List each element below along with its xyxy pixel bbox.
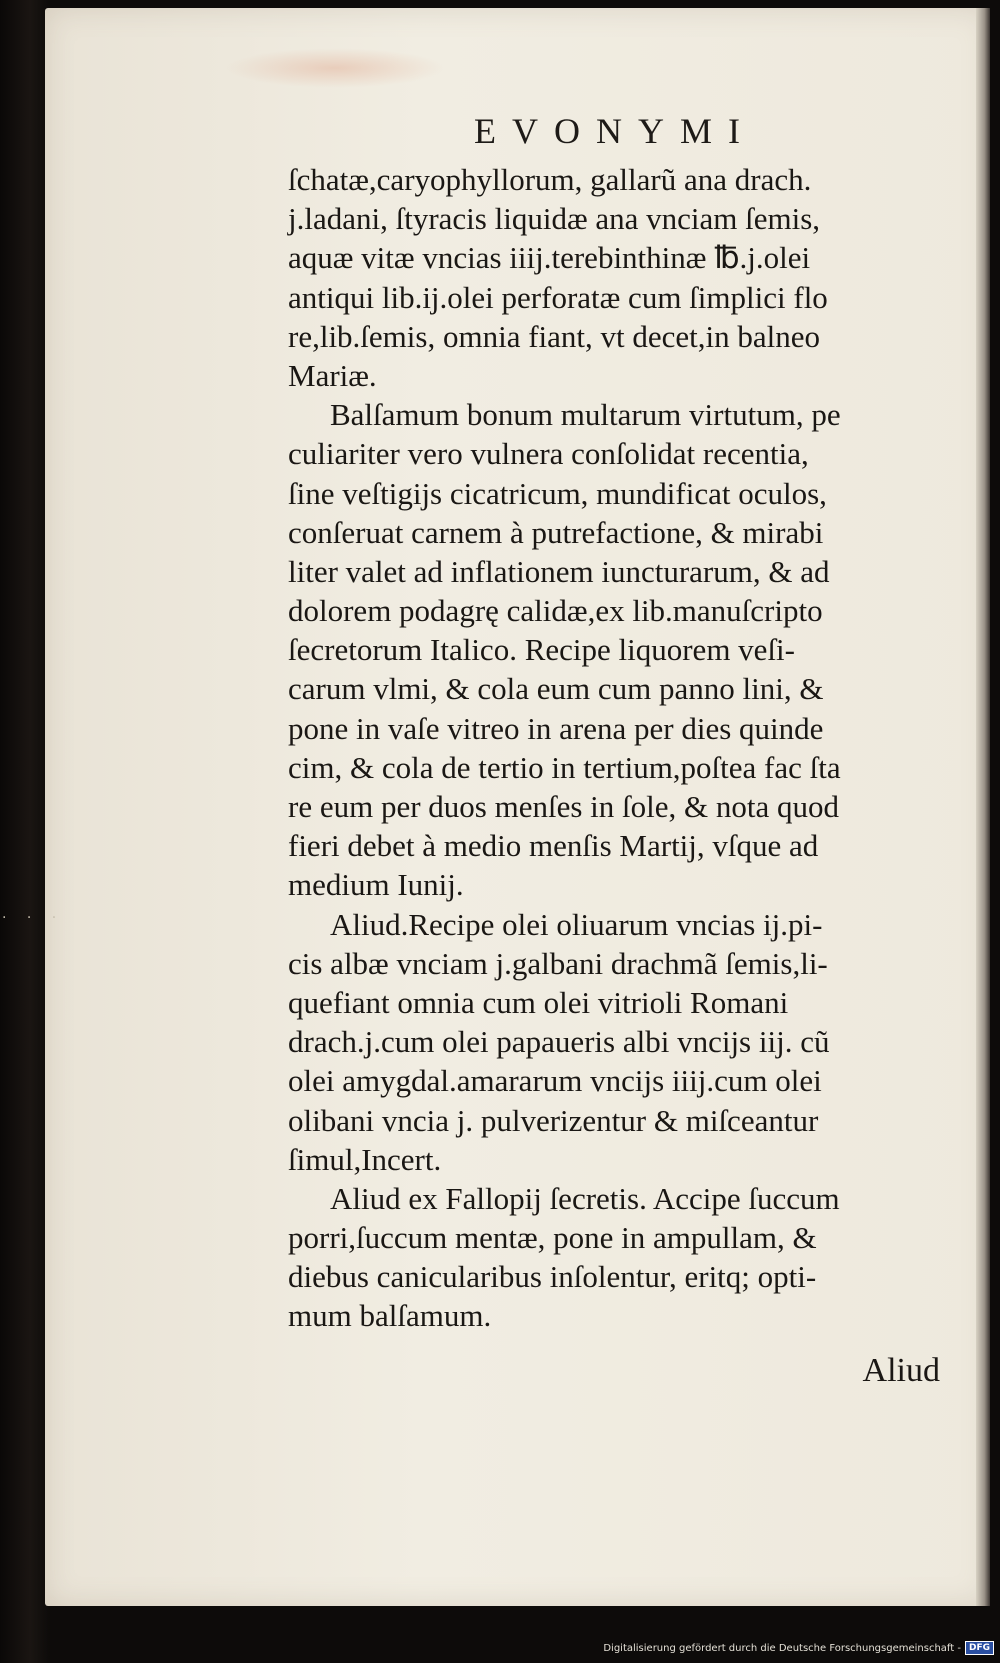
text-line: olibani vncia j. pulverizentur & miſceantur — [288, 1102, 819, 1138]
text-line: ſecretorum Italico. Recipe liquorem veſi- — [288, 632, 795, 668]
text-line: re eum per duos menſes in ſole, & nota quod — [288, 789, 839, 824]
page-edge — [976, 8, 990, 1606]
running-head: EVONYMI — [474, 111, 756, 151]
text-line: ſimul,Incert. — [288, 1141, 442, 1177]
text-line: drach.j.cum olei papaueris albi vncijs iij. cũ — [288, 1024, 830, 1060]
paragraph-first-line: ſchatæ,caryophyllorum, gallarũ ana drach. — [288, 162, 812, 197]
text-line: liter valet ad inflationem iuncturarum, & ad — [288, 553, 830, 589]
text-line: carum vlmi, & cola eum cum panno lini, & — [288, 671, 824, 707]
binding-marks: · · · — [2, 910, 65, 926]
catchword: Aliud — [862, 1352, 940, 1389]
text-line: j.ladani, ſtyracis liquidæ ana vnciam ſemis, — [288, 201, 821, 237]
body-text — [288, 160, 943, 1336]
text-line: porri,ſuccum mentæ, pone in ampullam, & — [288, 1220, 817, 1256]
text-line: pone in vaſe vitreo in arena per dies quinde — [288, 710, 824, 746]
digitization-credit — [603, 1641, 994, 1655]
paragraph-first-line: Balſamum bonum multarum virtutum, pe — [330, 397, 841, 433]
text-line: conſeruat carnem à putrefactione, & mirabi — [288, 514, 824, 550]
paper-stain — [225, 48, 445, 88]
text-line: quefiant omnia cum olei vitrioli Romani — [288, 984, 789, 1020]
text-line: dolorem podagrę calidæ,ex lib.manuſcripto — [288, 593, 823, 629]
text-line: cis albæ vnciam j.galbani drachmã ſemis,li- — [288, 945, 828, 981]
text-line: medium Iunij. — [288, 867, 464, 903]
credit-text: Digitalisierung gefördert durch die Deutsche Forschungsgemeinschaft - — [603, 1642, 961, 1654]
text-line: culiariter vero vulnera conſolidat recentia, — [288, 436, 809, 472]
text-line: antiqui lib.ij.olei perforatæ cum ſimplici flo — [288, 279, 828, 315]
text-line: mum balſamum. — [288, 1298, 492, 1334]
text-line: Mariæ. — [288, 357, 377, 393]
text-line: fieri debet à medio menſis Martij, vſque ad — [288, 828, 819, 864]
text-line: ſine veſtigijs cicatricum, mundificat oculos, — [288, 475, 827, 511]
paragraph-first-line: Aliud.Recipe olei oliuarum vncias ij.pi- — [330, 906, 823, 942]
text-line: diebus canicularibus inſolentur, eritq; opti- — [288, 1259, 817, 1295]
text-line: cim, & cola de tertio in tertium,poſtea fac ſta — [288, 749, 841, 785]
dfg-logo: DFG — [965, 1641, 994, 1655]
text-line: re,lib.ſemis, omnia fiant, vt decet,in balneo — [288, 318, 821, 354]
paragraph-first-line: Aliud ex Fallopij ſecretis. Accipe ſuccum — [330, 1180, 840, 1216]
text-line: aquæ vitæ vncias iiij.terebinthinæ ℔.j.olei — [288, 240, 811, 276]
text-line: olei amygdal.amararum vncijs iiij.cum olei — [288, 1063, 822, 1099]
